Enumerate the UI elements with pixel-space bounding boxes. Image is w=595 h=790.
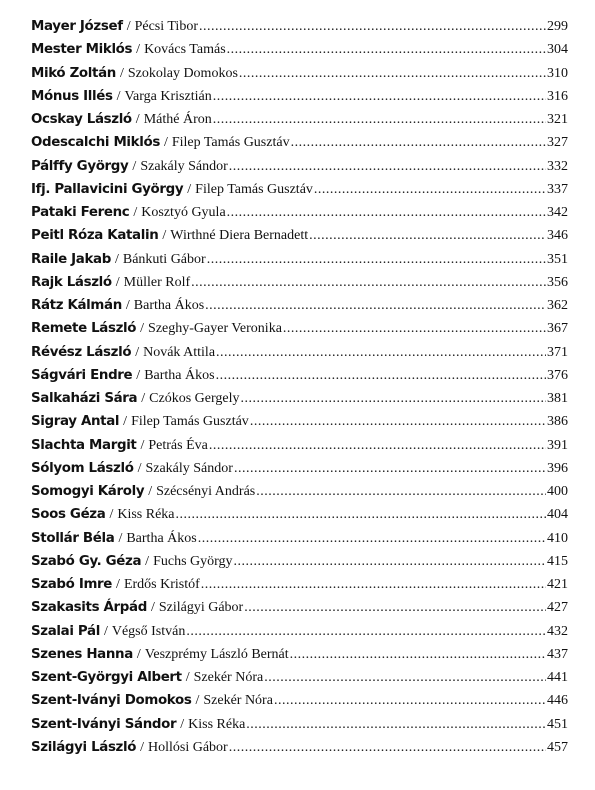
- entry-subject: Stollár Béla: [31, 530, 115, 546]
- entry-page-number: 381: [547, 391, 568, 406]
- entry-separator: /: [195, 693, 200, 709]
- toc-entry: [31, 438, 568, 461]
- entry-subject: Odescalchi Miklós: [31, 135, 160, 151]
- entry-page-number: 386: [547, 414, 568, 430]
- toc-entry: [31, 182, 568, 205]
- dot-leader: [274, 693, 546, 709]
- entry-subject: Ocskay László: [31, 112, 132, 127]
- entry-subject: Mayer József: [31, 19, 123, 34]
- entry-separator: /: [132, 158, 137, 174]
- entry-author: Filep Tamás Gusztáv: [131, 414, 249, 430]
- entry-author: Máthé Áron: [143, 112, 212, 127]
- toc-entry: [31, 275, 568, 298]
- dot-leader: [314, 182, 546, 198]
- entry-author: Filep Tamás Gusztáv: [195, 181, 313, 197]
- entry-author: Bartha Ákos: [144, 367, 215, 383]
- entry-subject: Ifj. Pallavicini György: [31, 181, 184, 197]
- entry-page-number: 400: [547, 484, 568, 499]
- toc-entry: [31, 484, 568, 507]
- entry-separator: /: [109, 507, 114, 523]
- entry-author: Szokolay Domokos: [127, 65, 238, 81]
- entry-subject: Szent-Györgyi Albert: [31, 670, 182, 685]
- entry-separator: /: [103, 623, 108, 639]
- entry-page-number: 332: [547, 158, 568, 174]
- entry-subject: Peitl Róza Katalin: [31, 228, 159, 244]
- entry-author: Varga Krisztián: [124, 88, 212, 104]
- entry-separator: /: [140, 739, 144, 755]
- entry-page-number: 342: [547, 205, 568, 220]
- entry-author: Wirthné Diera Bernadett: [170, 228, 309, 244]
- dot-leader: [283, 321, 546, 337]
- entry-subject: Rajk László: [31, 274, 112, 290]
- entry-page-number: 446: [547, 693, 568, 709]
- entry-page-number: 367: [547, 321, 568, 337]
- entry-page-number: 427: [547, 600, 568, 616]
- dot-leader: [213, 112, 546, 128]
- dot-leader: [216, 345, 546, 361]
- entry-subject: Slachta Margit: [31, 437, 137, 453]
- entry-author: Szeghy-Gayer Veronika: [148, 321, 282, 337]
- toc-entry: [31, 159, 568, 182]
- entry-separator: /: [136, 42, 141, 58]
- dot-leader: [205, 298, 546, 314]
- dot-leader: [264, 670, 546, 686]
- toc-entry: [31, 531, 568, 554]
- dot-leader: [227, 42, 546, 58]
- toc-entry: [31, 345, 568, 368]
- entry-author: Czókos Gergely: [149, 391, 240, 406]
- toc-entry: [31, 507, 568, 530]
- toc-entry: [31, 693, 568, 716]
- entry-author: Bartha Ákos: [126, 530, 197, 546]
- entry-page-number: 432: [547, 623, 568, 639]
- dot-leader: [234, 554, 546, 570]
- dot-leader: [290, 647, 546, 663]
- entry-separator: /: [162, 228, 167, 244]
- entry-subject: Somogyi Károly: [31, 484, 145, 499]
- entry-separator: /: [187, 181, 192, 197]
- entry-page-number: 316: [547, 88, 568, 104]
- entry-subject: Mónus Illés: [31, 88, 113, 104]
- dot-leader: [234, 461, 546, 477]
- entry-page-number: 351: [547, 251, 568, 267]
- dot-leader: [201, 577, 546, 593]
- entry-subject: Salkaházi Sára: [31, 391, 138, 406]
- entry-separator: /: [116, 577, 120, 592]
- table-of-contents: [31, 19, 568, 763]
- toc-entry: [31, 740, 568, 763]
- dot-leader: [198, 531, 546, 547]
- entry-subject: Ságvári Endre: [31, 367, 133, 383]
- entry-page-number: 437: [547, 646, 568, 662]
- entry-author: Erdős Kristóf: [123, 577, 200, 592]
- dot-leader: [309, 228, 546, 244]
- toc-entry: [31, 624, 568, 647]
- entry-author: Filep Tamás Gusztáv: [171, 135, 290, 151]
- dot-leader: [207, 252, 546, 268]
- toc-entry: [31, 228, 568, 251]
- toc-entry: [31, 414, 568, 437]
- entry-separator: /: [114, 251, 119, 267]
- toc-entry: [31, 66, 568, 89]
- entry-author: Kiss Réka: [188, 716, 246, 732]
- entry-page-number: 356: [547, 274, 568, 290]
- entry-author: Kovács Tamás: [144, 42, 226, 58]
- dot-leader: [256, 484, 546, 500]
- entry-subject: Szalai Pál: [31, 623, 100, 639]
- dot-leader: [244, 600, 546, 616]
- entry-separator: /: [116, 88, 121, 104]
- dot-leader: [246, 717, 546, 733]
- entry-author: Pécsi Tibor: [134, 19, 198, 34]
- entry-author: Szakály Sándor: [145, 460, 233, 476]
- dot-leader: [250, 414, 546, 430]
- dot-leader: [240, 391, 546, 407]
- entry-separator: /: [125, 298, 130, 313]
- entry-separator: /: [163, 135, 168, 151]
- entry-separator: /: [180, 716, 185, 732]
- toc-entry: [31, 600, 568, 623]
- toc-entry: [31, 42, 568, 65]
- entry-author: Fuchs György: [153, 553, 233, 569]
- entry-subject: Szakasits Árpád: [31, 600, 147, 616]
- toc-entry: [31, 577, 568, 600]
- toc-entry: [31, 298, 568, 321]
- entry-page-number: 299: [547, 19, 568, 34]
- entry-page-number: 404: [547, 507, 568, 523]
- dot-leader: [186, 624, 546, 640]
- toc-entry: [31, 391, 568, 414]
- entry-page-number: 327: [547, 135, 568, 151]
- entry-separator: /: [136, 646, 141, 662]
- dot-leader: [209, 438, 546, 454]
- entry-page-number: 451: [547, 716, 568, 732]
- entry-author: Szécsényi András: [156, 484, 256, 499]
- entry-page-number: 371: [547, 344, 568, 360]
- entry-page-number: 310: [547, 65, 568, 81]
- entry-separator: /: [148, 484, 153, 499]
- entry-separator: /: [140, 437, 145, 453]
- entry-subject: Pataki Ferenc: [31, 205, 130, 220]
- entry-page-number: 321: [547, 112, 568, 127]
- entry-subject: Pálffy György: [31, 158, 129, 174]
- entry-separator: /: [115, 274, 120, 290]
- toc-entry: [31, 554, 568, 577]
- entry-page-number: 391: [547, 437, 568, 453]
- toc-entry: [31, 717, 568, 740]
- dot-leader: [229, 740, 546, 756]
- entry-subject: Sigray Antal: [31, 414, 120, 430]
- entry-author: Kosztyó Gyula: [141, 205, 226, 220]
- entry-separator: /: [145, 553, 150, 569]
- entry-author: Petrás Éva: [148, 437, 208, 453]
- entry-page-number: 457: [547, 739, 568, 755]
- toc-entry: [31, 252, 568, 275]
- entry-page-number: 362: [547, 298, 568, 313]
- entry-separator: /: [119, 65, 124, 81]
- entry-subject: Szabó Imre: [31, 577, 113, 592]
- entry-subject: Szabó Gy. Géza: [31, 553, 142, 569]
- dot-leader: [191, 275, 546, 291]
- dot-leader: [216, 368, 546, 384]
- entry-subject: Szenes Hanna: [31, 646, 133, 662]
- entry-page-number: 441: [547, 670, 568, 685]
- toc-entry: [31, 112, 568, 135]
- entry-subject: Szent-Iványi Sándor: [31, 716, 177, 732]
- toc-entry: [31, 670, 568, 693]
- entry-author: Szekér Nóra: [193, 670, 264, 685]
- entry-page-number: 346: [547, 228, 568, 244]
- entry-author: Végső István: [111, 623, 186, 639]
- entry-separator: /: [118, 530, 123, 546]
- entry-page-number: 376: [547, 367, 568, 383]
- entry-subject: Soos Géza: [31, 507, 106, 523]
- entry-separator: /: [123, 414, 128, 430]
- entry-separator: /: [150, 600, 155, 616]
- entry-separator: /: [137, 460, 142, 476]
- toc-entry: [31, 19, 568, 42]
- toc-entry: [31, 647, 568, 670]
- entry-subject: Szent-Iványi Domokos: [31, 693, 192, 709]
- entry-separator: /: [135, 344, 140, 360]
- entry-author: Veszprémy László Bernát: [144, 646, 289, 662]
- entry-page-number: 410: [547, 530, 568, 546]
- entry-author: Müller Rolf: [123, 274, 191, 290]
- dot-leader: [227, 205, 546, 221]
- toc-entry: [31, 461, 568, 484]
- entry-author: Szakály Sándor: [140, 158, 228, 174]
- entry-subject: Szilágyi László: [31, 739, 137, 755]
- entry-author: Hollósi Gábor: [147, 739, 228, 755]
- entry-separator: /: [141, 391, 146, 406]
- entry-separator: /: [185, 670, 190, 685]
- entry-separator: /: [136, 367, 141, 383]
- entry-page-number: 415: [547, 553, 568, 569]
- entry-author: Bartha Ákos: [133, 298, 205, 313]
- entry-subject: Remete László: [31, 321, 137, 337]
- entry-author: Bánkuti Gábor: [122, 251, 206, 267]
- entry-subject: Sólyom László: [31, 460, 134, 476]
- entry-author: Szekér Nóra: [203, 693, 273, 709]
- entry-page-number: 396: [547, 460, 568, 476]
- entry-separator: /: [133, 205, 138, 220]
- dot-leader: [239, 66, 546, 82]
- toc-entry: [31, 89, 568, 112]
- toc-list: [31, 19, 568, 763]
- entry-page-number: 304: [547, 42, 568, 58]
- toc-entry: [31, 321, 568, 344]
- dot-leader: [229, 159, 546, 175]
- dot-leader: [176, 507, 547, 523]
- entry-page-number: 421: [547, 577, 568, 592]
- entry-separator: /: [126, 19, 131, 34]
- entry-subject: Mester Miklós: [31, 42, 133, 58]
- entry-separator: /: [135, 112, 140, 127]
- dot-leader: [199, 19, 546, 35]
- toc-entry: [31, 135, 568, 158]
- entry-subject: Révész László: [31, 344, 132, 360]
- entry-separator: /: [140, 321, 145, 337]
- entry-author: Kiss Réka: [117, 507, 175, 523]
- toc-entry: [31, 205, 568, 228]
- dot-leader: [291, 135, 546, 151]
- entry-page-number: 337: [547, 181, 568, 197]
- toc-entry: [31, 368, 568, 391]
- entry-subject: Raile Jakab: [31, 251, 111, 267]
- entry-subject: Rátz Kálmán: [31, 298, 122, 313]
- entry-author: Novák Attila: [143, 344, 216, 360]
- entry-author: Szilágyi Gábor: [158, 600, 244, 616]
- entry-subject: Mikó Zoltán: [31, 65, 116, 81]
- dot-leader: [213, 89, 546, 105]
